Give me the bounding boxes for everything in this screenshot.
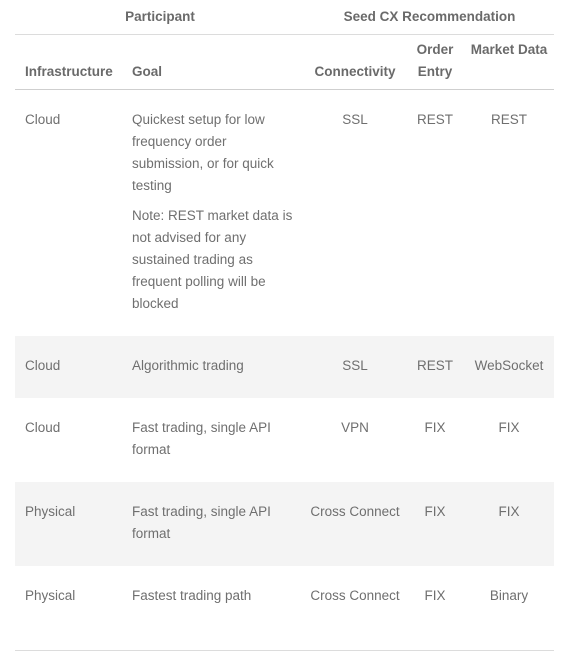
cell-goal: Fastest trading path	[132, 588, 252, 603]
cell-connectivity: VPN	[341, 420, 369, 435]
cell-infrastructure: Cloud	[25, 420, 61, 435]
cell-infrastructure: Physical	[25, 588, 76, 603]
cell-connectivity: Cross Connect	[310, 588, 400, 603]
cell-order-entry: FIX	[424, 420, 446, 435]
table-row	[15, 336, 554, 398]
column-header-market-data: Market Data	[470, 42, 548, 57]
header-divider	[15, 34, 554, 35]
cell-order-entry: REST	[416, 358, 453, 373]
cell-market-data: FIX	[498, 504, 520, 519]
cell-market-data: WebSocket	[474, 358, 544, 373]
cell-connectivity: SSL	[342, 358, 368, 373]
cell-goal: Fast trading, single API format	[132, 504, 271, 541]
table-row	[15, 90, 554, 336]
table-row	[15, 566, 554, 650]
column-header-goal: Goal	[132, 64, 163, 79]
cell-order-entry: FIX	[424, 504, 446, 519]
table-bottom-divider	[15, 650, 554, 651]
cell-goal	[132, 109, 300, 315]
group-header-participant: Participant	[125, 9, 195, 24]
column-header-infrastructure: Infrastructure	[25, 64, 113, 79]
cell-infrastructure: Cloud	[25, 112, 61, 127]
cell-infrastructure: Physical	[25, 504, 76, 519]
cell-connectivity: Cross Connect	[310, 504, 400, 519]
cell-order-entry: REST	[416, 112, 453, 127]
cell-infrastructure: Cloud	[25, 358, 61, 373]
column-header-connectivity: Connectivity	[314, 64, 396, 79]
cell-market-data: Binary	[489, 588, 529, 603]
goal-text: Quickest setup for low frequency order submission, or for quick testing	[132, 112, 274, 193]
cell-goal: Fast trading, single API format	[132, 420, 271, 457]
cell-order-entry: FIX	[424, 588, 446, 603]
cell-market-data: REST	[490, 112, 527, 127]
cell-goal: Algorithmic trading	[132, 358, 244, 373]
table-row	[15, 482, 554, 566]
table-row	[15, 398, 554, 482]
group-header-seed-recommendation: Seed CX Recommendation	[343, 9, 516, 24]
cell-connectivity: SSL	[342, 112, 368, 127]
goal-note: Note: REST market data is not advised for any sustained trading as frequent polling will be blocked	[132, 208, 293, 311]
cell-market-data: FIX	[498, 420, 520, 435]
column-header-order-entry: Order Entry	[416, 42, 454, 79]
